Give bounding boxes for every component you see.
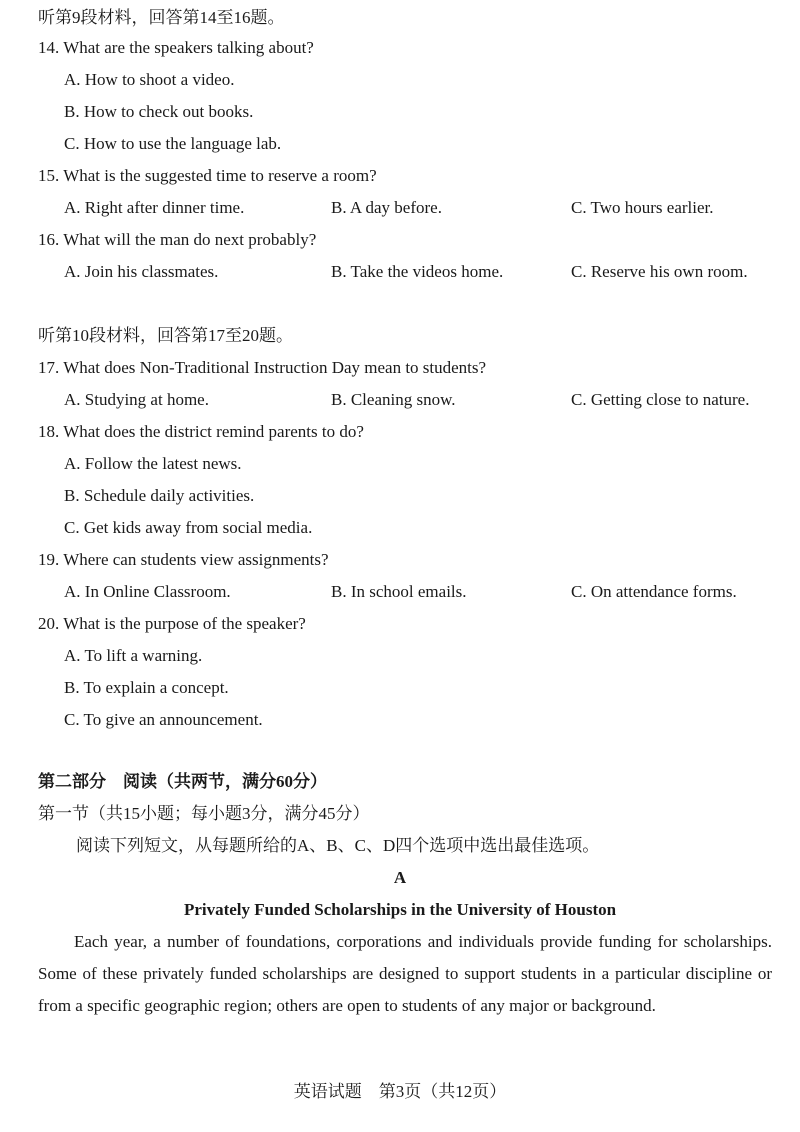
question-19-option-c: C. On attendance forms. <box>571 582 737 601</box>
question-19-option-b: B. In school emails. <box>331 582 467 601</box>
question-18-option-c: C. Get kids away from social media. <box>64 518 313 537</box>
section-one-instruction: 阅读下列短文，从每题所给的A、B、C、D四个选项中选出最佳选项。 <box>76 836 600 855</box>
question-20-option-b: B. To explain a concept. <box>64 678 229 697</box>
question-15-option-b: B. A day before. <box>331 198 442 217</box>
question-14-option-a: A. How to shoot a video. <box>64 70 235 89</box>
question-19-stem: 19. Where can students view assignments? <box>38 550 329 569</box>
question-17-stem: 17. What does Non-Traditional Instruction Day mean to students? <box>38 358 487 377</box>
passage-paragraph <box>38 926 772 1022</box>
question-17-option-b: B. Cleaning snow. <box>331 390 456 409</box>
question-14-option-c: C. How to use the language lab. <box>64 134 282 153</box>
passage-letter: A <box>393 868 407 887</box>
question-16-option-b: B. Take the videos home. <box>331 262 504 281</box>
question-18-option-b: B. Schedule daily activities. <box>64 486 255 505</box>
question-16-option-a: A. Join his classmates. <box>64 262 219 281</box>
question-17-option-a: A. Studying at home. <box>64 390 209 409</box>
question-14-option-b: B. How to check out books. <box>64 102 254 121</box>
question-16-option-c: C. Reserve his own room. <box>571 262 748 281</box>
section-one-heading: 第一节（共15小题；每小题3分，满分45分） <box>38 804 370 823</box>
question-20-option-c: C. To give an announcement. <box>64 710 263 729</box>
part-two-heading: 第二部分 阅读（共两节，满分60分） <box>38 772 327 791</box>
passage-title: Privately Funded Scholarships in the University of Houston <box>183 900 617 919</box>
question-20-option-a: A. To lift a warning. <box>64 646 203 665</box>
question-20-stem: 20. What is the purpose of the speaker? <box>38 614 306 633</box>
question-18-stem: 18. What does the district remind parents to do? <box>38 422 364 441</box>
question-15-option-a: A. Right after dinner time. <box>64 198 245 217</box>
question-14-stem: 14. What are the speakers talking about? <box>38 38 314 57</box>
question-16-stem: 16. What will the man do next probably? <box>38 230 317 249</box>
question-19-option-a: A. In Online Classroom. <box>64 582 231 601</box>
question-15-option-c: C. Two hours earlier. <box>571 198 714 217</box>
passage-paragraph-text: Each year, a number of foundations, corporations and individuals provide funding for scholarships. Some of these privately funded scholarships are designed to support students in a particular discipline or from a specific geographic region; others are open to students of any major or background. <box>38 932 772 1015</box>
listening-instruction-9: 听第9段材料，回答第14至16题。 <box>38 8 285 27</box>
question-18-option-a: A. Follow the latest news. <box>64 454 242 473</box>
listening-instruction-10: 听第10段材料，回答第17至20题。 <box>38 326 293 345</box>
question-15-stem: 15. What is the suggested time to reserve a room? <box>38 166 377 185</box>
question-17-option-c: C. Getting close to nature. <box>571 390 750 409</box>
page-footer: 英语试题 第3页（共12页） <box>293 1082 507 1101</box>
